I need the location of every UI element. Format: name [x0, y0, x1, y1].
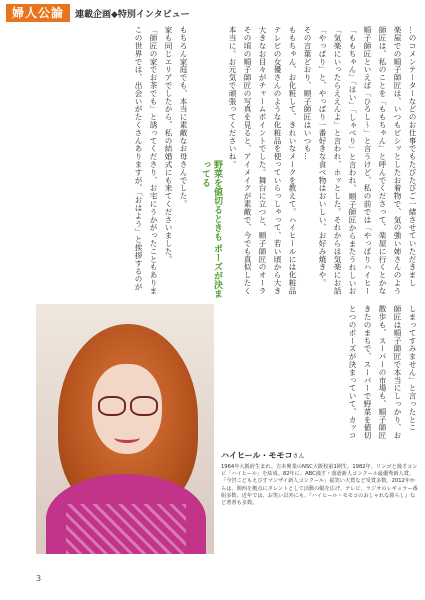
magazine-logo: 婦人公論 — [6, 4, 70, 22]
article-column: 「気楽にいったらええんよ」と言われ、ホッとした。それからは気楽にお話 — [333, 26, 342, 295]
article-column: 師匠は順子師匠で本当にしっかり、お — [393, 305, 402, 440]
profile-text: 1964年大阪府生まれ。吉本興業のNSC大阪校第1期生。1982年、リンゴと漫才コンビ「ハイヒール」を結成。82年に、ABC漫才・落語新人コンクール最優秀新人賞、「今宮こどもえびすマンザイ新人コンクール」福笑い大賞など受賞多数。2012年からは、関西を拠点にタレントとして活動の幅を広げ、テレビ、ラジオのレギュラー番組多数。近年では、お笑い以外にも、『ハイヒール・モモコのおしゃれな暮らし』など著書も多数。 — [221, 464, 418, 507]
article-column: この世界では、出会いがたくさんありますが、「おはよう」と挨拶するのが — [134, 26, 143, 291]
article-column: きたのまちで、スーパーで野菜を値切 — [363, 305, 372, 440]
article-column: もちろん家庭でも、本当に素敵なお母さんでした。 — [179, 26, 188, 208]
article-column: しまってすみません」と言ったとこ — [408, 305, 417, 432]
profile-name — [221, 450, 418, 461]
article-column: …のコメンテーターなどのお仕事でもたびたびご一緒させていただきまし — [408, 26, 417, 287]
article-column: 大きなお目々がチャームポイントでした。舞台に立つと、順子師匠のオーラ — [258, 26, 267, 295]
article-columns-right — [222, 305, 417, 440]
article-column: 散歩も、スーパーの市場も、順子師匠 — [378, 305, 387, 440]
profile-name-suffix: さん — [292, 453, 305, 460]
article-column: 「師匠の家でお茶でも」と誘ってくださり、お宅にうかがったこともありま — [149, 26, 158, 295]
profile-box — [221, 450, 418, 568]
article-column: とつのポーズが決まっていて、カッコ — [348, 305, 357, 440]
photo-glasses-right — [130, 396, 158, 416]
photo-shirt-pattern — [66, 504, 186, 554]
article-column: 「ももちゃん」「はい」「しゃべり」と言われ、順子師匠からまたうれしいお — [348, 26, 357, 295]
article-column: 本当に。お元気で頑張ってくださいね。 — [228, 26, 237, 169]
series-title: 連載企画◆特別インタビュー — [75, 9, 190, 20]
article-column: その頃の順子師匠の写真を見ると、アイメイクが素敵で、今でも真似したく — [243, 26, 252, 295]
page-number: 3 — [36, 574, 42, 583]
article-columns-top — [227, 26, 417, 298]
article-column: ももちゃん、お化粧して、きれいなメークを教えて。ハイヒールには化粧品 — [288, 26, 297, 295]
profile-name-text: ハイヒール・モモコ — [221, 451, 293, 460]
article-column: 順子師匠といえば「ひろし〜」と言うけど、私の前では「やっぱりハイヒー — [363, 26, 372, 295]
article-column: 師匠は、私のことを「ももちゃん」と呼んでくださって、楽屋に行くとかな — [378, 26, 387, 295]
article-column: 「やっぱり」と、やっぱり一番好きな食べ物はおいしい、お好み焼きや。 — [318, 26, 327, 287]
article-subheading: 野菜を値切るときも ポーズが決まってる — [200, 160, 222, 299]
article-column: 楽屋での順子師匠は、いつもビシッとしたお着物で、気の強い姉さんのよう — [393, 26, 402, 295]
portrait-photo — [36, 304, 214, 554]
article-column: 家も同じエリアでしたから、私の結婚式にも来てくださいました。 — [164, 26, 173, 263]
photo-glasses-left — [98, 396, 126, 416]
article-column: テレビの女優さんのような化粧品を使っていらっしゃって、若い頃から大き — [273, 26, 282, 295]
article-column: その言葉どおり、順子師匠はいつも… — [303, 26, 312, 161]
page-header — [6, 4, 190, 22]
photo-smile — [114, 432, 140, 443]
article-columns-left — [8, 26, 188, 298]
